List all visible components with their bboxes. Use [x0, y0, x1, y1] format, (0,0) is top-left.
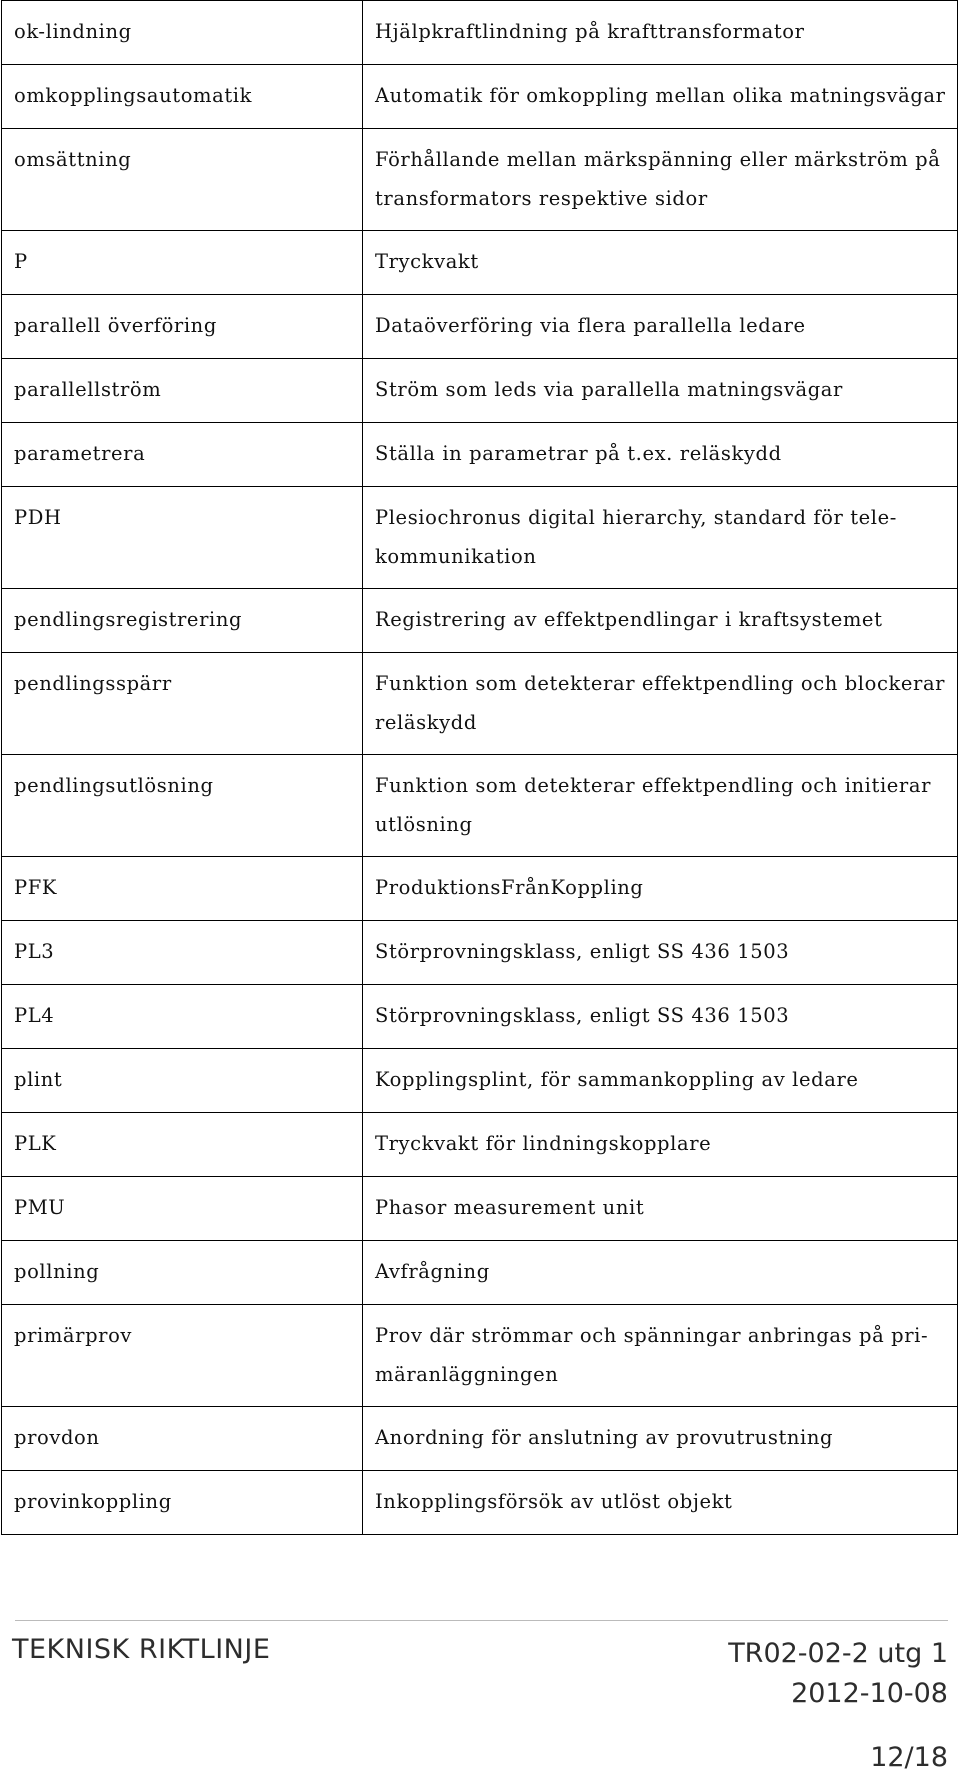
table-row	[2, 921, 958, 985]
table-row	[2, 653, 958, 755]
definition-cell: Hjälpkraftlindning på krafttransformator	[363, 1, 958, 65]
footer-divider	[15, 1620, 948, 1621]
term-cell: primärprov	[2, 1305, 363, 1407]
term-cell: plint	[2, 1049, 363, 1113]
term-cell: pollning	[2, 1241, 363, 1305]
term-cell: PFK	[2, 857, 363, 921]
table-row	[2, 1305, 958, 1407]
term-cell: ok-lindning	[2, 1, 363, 65]
definition-cell: Plesiochronus digital hierarchy, standard för tele-kommunikation	[363, 487, 958, 589]
table-row	[2, 129, 958, 231]
term-cell: PMU	[2, 1177, 363, 1241]
table-row	[2, 1049, 958, 1113]
table-row	[2, 359, 958, 423]
definition-cell: Prov där strömmar och spänningar anbringas på pri-märanläggningen	[363, 1305, 958, 1407]
definition-cell: Anordning för anslutning av provutrustning	[363, 1407, 958, 1471]
definition-cell: Funktion som detekterar effektpendling och blockerar reläskydd	[363, 653, 958, 755]
table-row	[2, 985, 958, 1049]
term-cell: P	[2, 231, 363, 295]
definition-cell: Förhållande mellan märkspänning eller märkström på transformators respektive sidor	[363, 129, 958, 231]
definition-cell: Kopplingsplint, för sammankoppling av ledare	[363, 1049, 958, 1113]
table-row	[2, 589, 958, 653]
term-cell: PDH	[2, 487, 363, 589]
table-row	[2, 1407, 958, 1471]
definition-cell: Automatik för omkoppling mellan olika matningsvägar	[363, 65, 958, 129]
definition-cell: Störprovningsklass, enligt SS 436 1503	[363, 921, 958, 985]
definition-cell: Störprovningsklass, enligt SS 436 1503	[363, 985, 958, 1049]
table-row	[2, 65, 958, 129]
definition-cell: ProduktionsFrånKoppling	[363, 857, 958, 921]
definition-cell: Phasor measurement unit	[363, 1177, 958, 1241]
table-row	[2, 1471, 958, 1535]
definition-cell: Funktion som detekterar effektpendling och initierar utlösning	[363, 755, 958, 857]
term-cell: PLK	[2, 1113, 363, 1177]
table-row	[2, 1, 958, 65]
table-row	[2, 1113, 958, 1177]
table-row	[2, 857, 958, 921]
table-row	[2, 423, 958, 487]
term-cell: omkopplingsautomatik	[2, 65, 363, 129]
definition-cell: Inkopplingsförsök av utlöst objekt	[363, 1471, 958, 1535]
term-cell: PL4	[2, 985, 363, 1049]
table-row	[2, 755, 958, 857]
term-cell: parametrera	[2, 423, 363, 487]
term-cell: omsättning	[2, 129, 363, 231]
term-cell: pendlingsutlösning	[2, 755, 363, 857]
term-cell: pendlingsregistrering	[2, 589, 363, 653]
footer-document-type: TEKNISK RIKTLINJE	[12, 1634, 271, 1665]
table-row	[2, 487, 958, 589]
term-cell: parallellström	[2, 359, 363, 423]
glossary-table	[1, 0, 958, 1535]
definition-cell: Avfrågning	[363, 1241, 958, 1305]
term-cell: parallell överföring	[2, 295, 363, 359]
definition-cell: Ström som leds via parallella matningsvägar	[363, 359, 958, 423]
footer-document-info	[728, 1634, 948, 1714]
term-cell: PL3	[2, 921, 363, 985]
table-row	[2, 1241, 958, 1305]
definition-cell: Registrering av effektpendlingar i kraftsystemet	[363, 589, 958, 653]
table-row	[2, 1177, 958, 1241]
term-cell: pendlingsspärr	[2, 653, 363, 755]
term-cell: provdon	[2, 1407, 363, 1471]
definition-cell: Tryckvakt	[363, 231, 958, 295]
table-row	[2, 231, 958, 295]
footer-document-id: TR02-02-2 utg 1	[728, 1638, 948, 1669]
definition-cell: Tryckvakt för lindningskopplare	[363, 1113, 958, 1177]
page-number: 12/18	[870, 1742, 948, 1773]
definition-cell: Dataöverföring via flera parallella ledare	[363, 295, 958, 359]
table-row	[2, 295, 958, 359]
footer-date: 2012-10-08	[791, 1678, 948, 1709]
definition-cell: Ställa in parametrar på t.ex. reläskydd	[363, 423, 958, 487]
term-cell: provinkoppling	[2, 1471, 363, 1535]
